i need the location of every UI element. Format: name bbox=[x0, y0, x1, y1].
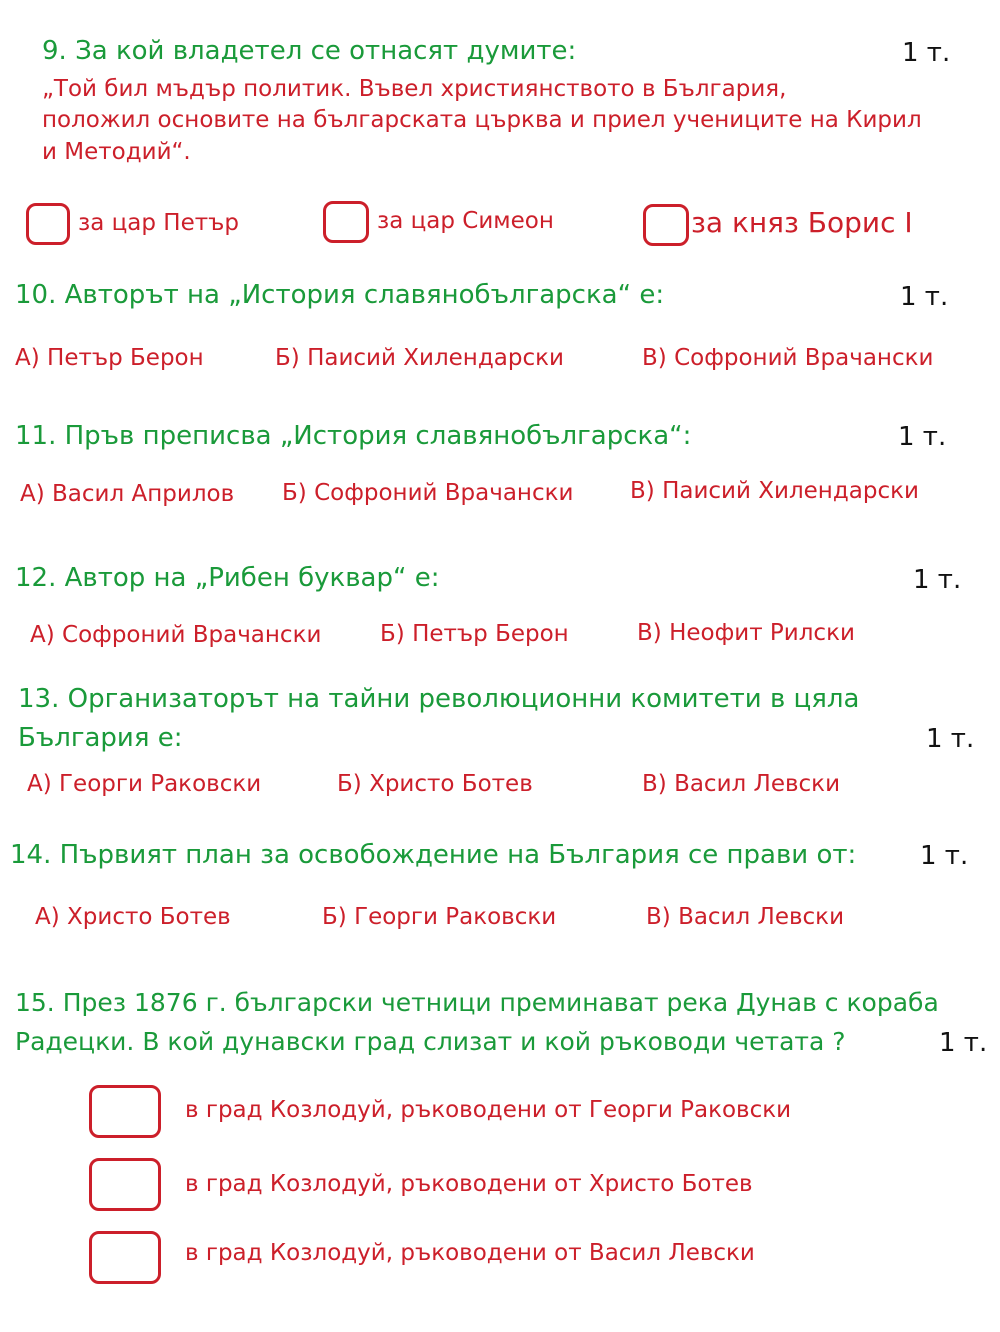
q15-checkbox-botev[interactable] bbox=[89, 1158, 161, 1211]
q13-points: 1 т. bbox=[926, 724, 975, 754]
q12-title: 12. Автор на „Рибен буквар“ е: bbox=[15, 563, 440, 593]
q15-option-rakovski[interactable]: в град Козлодуй, ръководени от Георги Раковски bbox=[185, 1097, 792, 1123]
q9-checkbox-knyaz-boris[interactable] bbox=[643, 204, 689, 246]
q11-option-a[interactable]: А) Васил Априлов bbox=[20, 481, 235, 507]
q12-option-b[interactable]: Б) Петър Берон bbox=[380, 621, 569, 647]
q9-quote-line-1: „Той бил мъдър политик. Въвел християнството в България, bbox=[42, 76, 787, 102]
q9-option-tsar-petar[interactable]: за цар Петър bbox=[78, 210, 239, 236]
q9-quote-line-2: положил основите на българската църква и приел учениците на Кирил bbox=[42, 107, 922, 133]
q14-title: 14. Първият план за освобождение на България се прави от: bbox=[10, 840, 857, 870]
q10-option-b[interactable]: Б) Паисий Хилендарски bbox=[275, 345, 564, 371]
q12-option-a[interactable]: А) Софроний Врачански bbox=[30, 622, 322, 648]
q14-option-a[interactable]: А) Христо Ботев bbox=[35, 904, 231, 930]
q11-option-c[interactable]: В) Паисий Хилендарски bbox=[630, 478, 919, 504]
q14-option-c[interactable]: В) Васил Левски bbox=[646, 904, 845, 930]
q15-checkbox-rakovski[interactable] bbox=[89, 1085, 161, 1138]
q11-points: 1 т. bbox=[898, 422, 947, 452]
q9-title: 9. За кой владетел се отнасят думите: bbox=[42, 36, 577, 66]
q10-option-c[interactable]: В) Софроний Врачански bbox=[642, 345, 934, 371]
q15-points: 1 т. bbox=[939, 1028, 988, 1058]
q15-option-botev[interactable]: в град Козлодуй, ръководени от Христо Ботев bbox=[185, 1171, 753, 1197]
q15-title-line-2: Радецки. В кой дунавски град слизат и кой ръководи четата ? bbox=[15, 1027, 846, 1056]
q12-points: 1 т. bbox=[913, 565, 962, 595]
q9-points: 1 т. bbox=[902, 38, 951, 68]
q13-title-line-1: 13. Организаторът на тайни революционни комитети в цяла bbox=[18, 684, 860, 714]
q13-option-a[interactable]: А) Георги Раковски bbox=[27, 771, 262, 797]
q11-option-b[interactable]: Б) Софроний Врачански bbox=[282, 480, 574, 506]
q12-option-c[interactable]: В) Неофит Рилски bbox=[637, 620, 855, 646]
q9-option-tsar-simeon[interactable]: за цар Симеон bbox=[377, 208, 554, 234]
q9-checkbox-tsar-simeon[interactable] bbox=[323, 201, 369, 243]
q10-points: 1 т. bbox=[900, 282, 949, 312]
q15-checkbox-levski[interactable] bbox=[89, 1231, 161, 1284]
q13-title-line-2: България е: bbox=[18, 723, 183, 753]
q15-title-line-1: 15. През 1876 г. български четници преминават река Дунав с кораба bbox=[15, 988, 939, 1017]
q13-option-c[interactable]: В) Васил Левски bbox=[642, 771, 841, 797]
q9-checkbox-tsar-petar[interactable] bbox=[26, 203, 70, 245]
q11-title: 11. Пръв преписва „История славянобългарска“: bbox=[15, 421, 692, 451]
q10-option-a[interactable]: А) Петър Берон bbox=[15, 345, 204, 371]
q14-option-b[interactable]: Б) Георги Раковски bbox=[322, 904, 557, 930]
q9-option-knyaz-boris[interactable]: за княз Борис I bbox=[691, 206, 913, 239]
q14-points: 1 т. bbox=[920, 841, 969, 871]
q10-title: 10. Авторът на „История славянобългарска“ е: bbox=[15, 280, 665, 310]
q15-option-levski[interactable]: в град Козлодуй, ръководени от Васил Левски bbox=[185, 1240, 755, 1266]
q13-option-b[interactable]: Б) Христо Ботев bbox=[337, 771, 533, 797]
q9-quote-line-3: и Методий“. bbox=[42, 139, 191, 165]
